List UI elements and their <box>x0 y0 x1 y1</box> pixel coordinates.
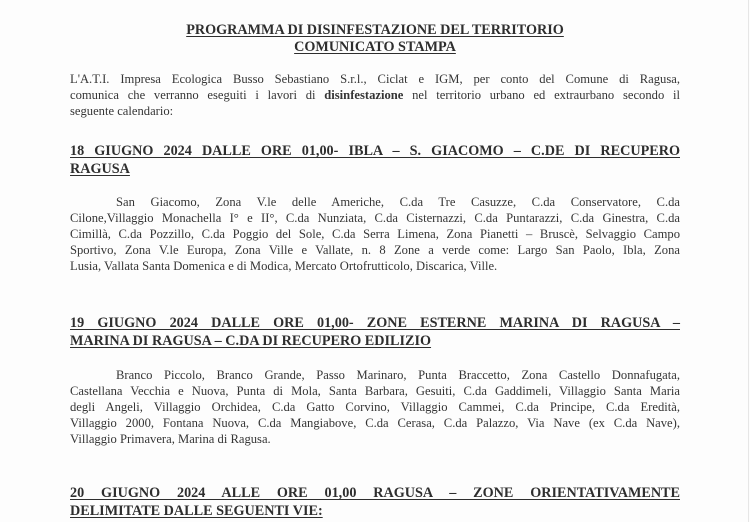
section-heading: 18 GIUGNO 2024 DALLE ORE 01,00- IBLA – S. GIACOMO – C.DE DI RECUPERO <box>70 143 680 159</box>
section-body-line: Cilone,Villaggio Monachella I° e II°, C.da Nunziata, C.da Cisternazzi, C.da Puntarazzi, C.da Ginestra, C.da <box>70 211 680 225</box>
section-body-line: Sportivo, Zona V.le Europa, Zona Ville e Vallate, n. 8 Zone a verde come: Largo San Paolo, Ibla, Zona <box>70 243 680 257</box>
document-subtitle: COMUNICATO STAMPA <box>294 39 456 55</box>
section-heading: 19 GIUGNO 2024 DALLE ORE 01,00- ZONE ESTERNE MARINA DI RAGUSA – <box>70 315 680 331</box>
document-title: PROGRAMMA DI DISINFESTAZIONE DEL TERRITORIO <box>186 22 564 38</box>
section-heading: RAGUSA <box>70 161 130 177</box>
intro-keyword: disinfestazione <box>324 88 404 102</box>
section-body-line: Castellana Vecchia e Nuova, Punta di Mola, Santa Barbara, Gesuiti, C.da Gaddimeli, Villaggio Santa Maria <box>70 384 680 398</box>
intro-line: L'A.T.I. Impresa Ecologica Busso Sebastiano S.r.l., Ciclat e IGM, per conto del Comune di Ragusa, <box>70 72 680 86</box>
section-body-line: Lusia, Vallata Santa Domenica e di Modica, Mercato Ortofrutticolo, Discarica, Ville. <box>70 259 498 273</box>
section-body-line: Villaggio Primavera, Marina di Ragusa. <box>70 432 271 446</box>
section-body-line: degli Angeli, Villaggio Orchidea, C.da Gatto Corvino, Villaggio Cammei, C.da Principe, C.da Eredità, <box>70 400 680 414</box>
section-heading: DELIMITATE DALLE SEGUENTI VIE: <box>70 503 323 519</box>
section-body-line: Cimillà, C.da Pozzillo, C.da Poggio del Sole, C.da Serra Limena, Zona Pianetti – Bruscè, Selvaggio Campo <box>70 227 680 241</box>
section-heading: 20 GIUGNO 2024 ALLE ORE 01,00 RAGUSA – ZONE ORIENTATIVAMENTE <box>70 485 680 501</box>
section-heading: MARINA DI RAGUSA – C.DA DI RECUPERO EDILIZIO <box>70 333 432 349</box>
intro-text: comunica che verranno eseguiti i lavori di <box>70 88 325 102</box>
intro-line: seguente calendario: <box>70 104 174 118</box>
intro-text: nel territorio urbano ed extraurbano secondo il <box>403 88 680 102</box>
intro-line <box>70 87 680 103</box>
section-body-line: Villaggio 2000, Fontana Nuova, C.da Mangiabove, C.da Cerasa, C.da Palazzo, Via Nave (ex C.da Nave), <box>70 416 680 430</box>
section-body-line: San Giacomo, Zona V.le delle Americhe, C.da Tre Casuzze, C.da Conservatore, C.da <box>116 195 680 209</box>
section-body-line: Branco Piccolo, Branco Grande, Passo Marinaro, Punta Braccetto, Zona Castello Donnafugata, <box>116 368 680 382</box>
page-edge <box>748 0 749 522</box>
